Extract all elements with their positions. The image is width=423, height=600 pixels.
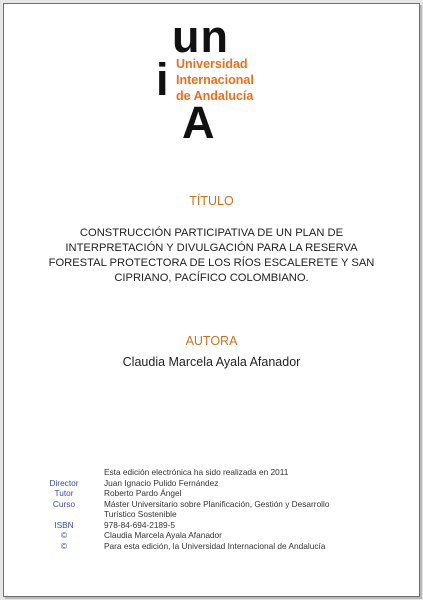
credit-key: © <box>60 540 68 551</box>
author-label: AUTORA <box>185 334 238 348</box>
credit-value: Claudia Marcela Ayala Afanador <box>104 530 222 540</box>
credit-key: Curso <box>52 498 76 509</box>
credit-row <box>24 478 330 489</box>
credit-row <box>24 541 330 552</box>
title-line: CIPRIANO, PACÍFICO COLOMBIANO. <box>114 272 309 284</box>
credit-row <box>24 509 330 520</box>
credit-row <box>24 530 330 541</box>
credit-row <box>24 520 330 531</box>
credit-row <box>24 467 330 478</box>
document-page <box>3 3 420 597</box>
credit-value: Turístico Sostenible <box>104 509 177 519</box>
title-line: CONSTRUCCIÓN PARTICIPATIVA DE UN PLAN DE <box>79 227 344 239</box>
credit-value: Máster Universitario sobre Planificación, Gestión y Desarrollo <box>104 498 330 509</box>
credit-key: Director <box>49 477 79 488</box>
logo-university-name <box>176 56 336 104</box>
title-label: TÍTULO <box>189 194 234 208</box>
credit-value: Roberto Pardo Ángel <box>104 488 182 498</box>
credit-row <box>24 499 330 510</box>
title-line: INTERPRETACIÓN Y DIVULGACIÓN PARA LA RESERVA <box>65 242 358 254</box>
logo-letter-i: i <box>156 54 169 105</box>
credit-value: Juan Ignacio Pulido Fernández <box>104 477 219 488</box>
title-line: FORESTAL PROTECTORA DE LOS RÍOS ESCALERETE Y SAN <box>48 257 375 269</box>
logo-org-line: Internacional <box>176 73 254 87</box>
credit-key <box>24 467 104 478</box>
credit-row <box>24 488 330 499</box>
credit-value: Esta edición electrónica ha sido realizada en 2011 <box>104 467 289 477</box>
credit-key: Tutor <box>54 488 74 498</box>
author-name: Claudia Marcela Ayala Afanador <box>122 355 301 369</box>
credit-key <box>24 509 104 520</box>
logo-letters-un: un <box>172 11 229 62</box>
credit-value: Para esta edición, la Universidad Internacional de Andalucía <box>104 540 326 551</box>
credit-value: 978-84-694-2189-5 <box>104 519 176 530</box>
logo-letter-a: A <box>182 97 215 148</box>
credit-key: © <box>60 530 68 540</box>
thesis-title <box>34 226 389 286</box>
credits-block <box>24 467 330 551</box>
logo-org-line: de Andalucía <box>176 89 254 103</box>
logo-org-line: Universidad <box>176 57 248 71</box>
credit-key: ISBN <box>54 519 74 530</box>
